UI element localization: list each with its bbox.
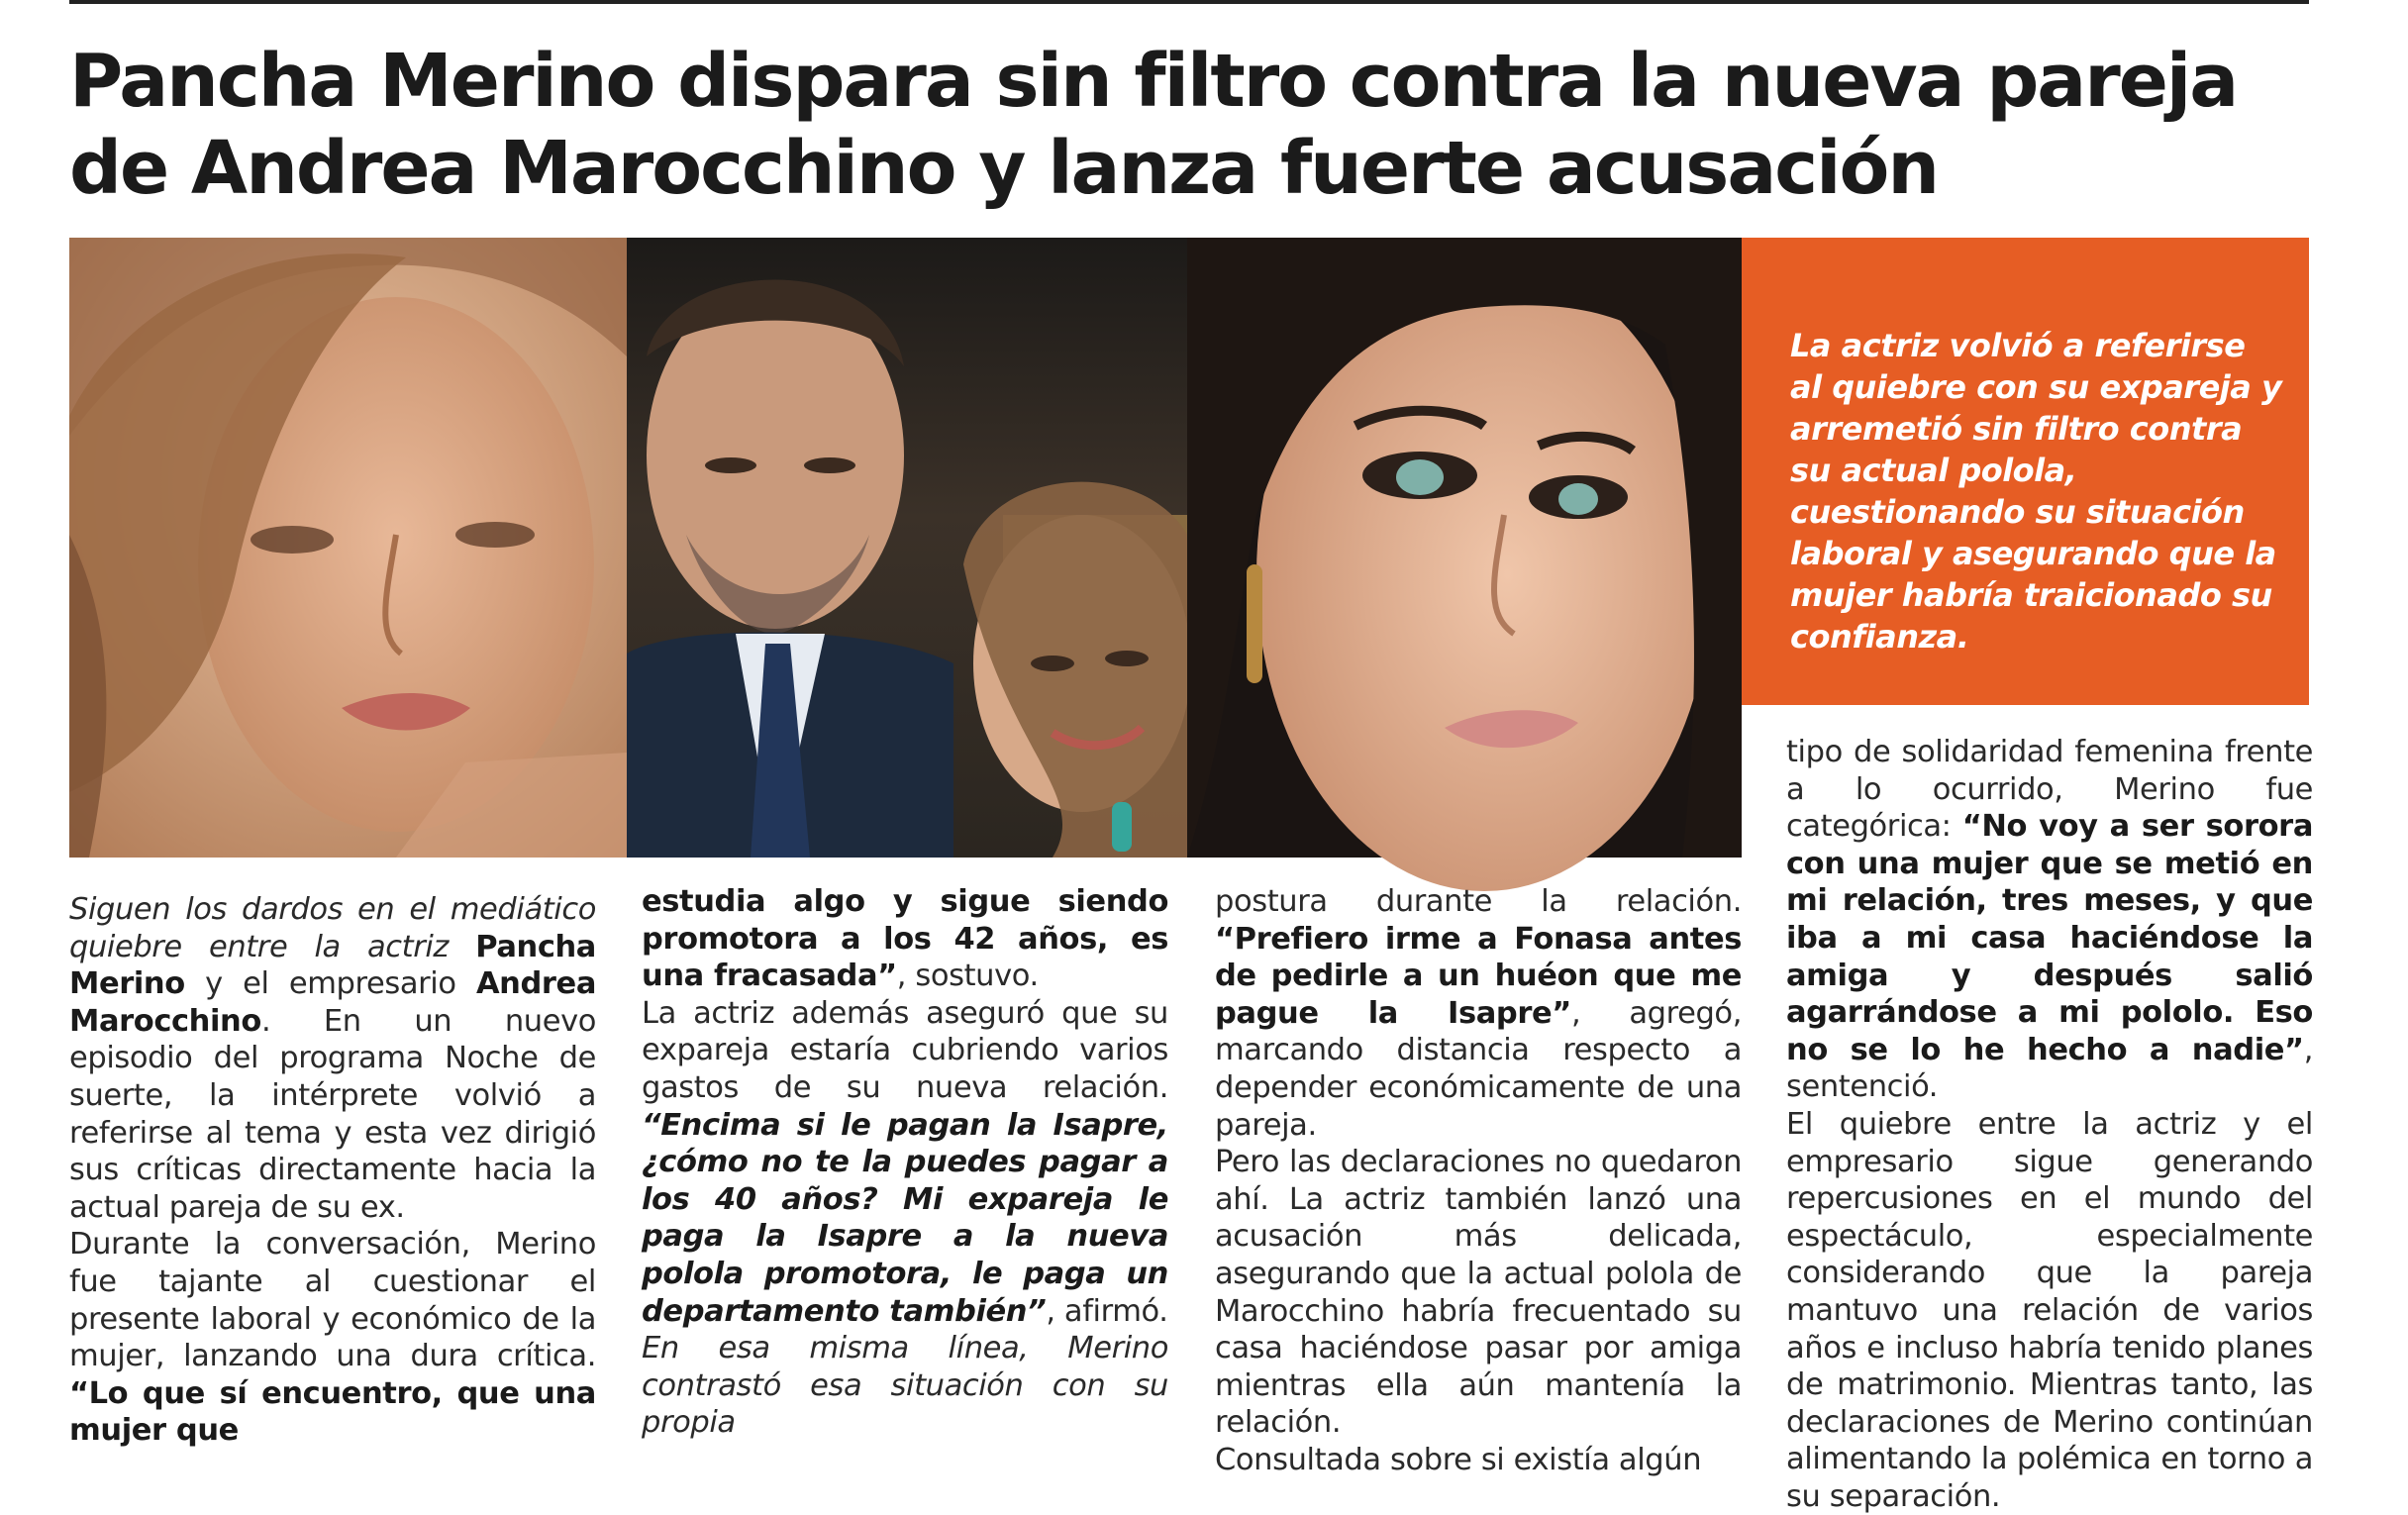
body-column-3 — [1215, 883, 1742, 1479]
paragraph — [1215, 883, 1742, 1144]
headline-line-1: Pancha Merino dispara sin filtro contra la nueva pareja — [69, 39, 2238, 124]
body-column-4 — [1786, 734, 2313, 1515]
text-run: postura durante la relación. — [1215, 884, 1742, 919]
quote-highlight: “Encima si le pagan la Isapre, ¿cómo no te la puedes pagar a los 40 años? Mi expareja le paga la Isapre a la nueva polola promotora, le paga un departamento también” — [642, 1107, 1168, 1329]
photo-couple-portrait — [627, 238, 1187, 858]
quote-highlight: estudia algo y sigue siendo promotora a los 42 años, es una fracasada” — [642, 884, 1168, 994]
paragraph — [1786, 1106, 2313, 1515]
text-run: , agregó, marcando distancia respecto a depender económicamente de una pareja. — [1215, 995, 1742, 1143]
text-run: , sentenció. — [1786, 1032, 2313, 1105]
body-column-2 — [642, 883, 1168, 1442]
text-run: El quiebre entre la actriz y el empresario sigue generando repercusiones en el mundo del espectáculo, especialmente considerando que la pareja mantuvo una relación de varios años e incluso habría tenido planes de matrimonio. Mientras tanto, las declaraciones de Merino continúan alimentando la polémica en torno a su separación. — [1786, 1106, 2313, 1514]
paragraph — [69, 1226, 596, 1450]
text-run: , afirmó. — [1046, 1293, 1168, 1329]
text-run: , sostuvo. — [896, 959, 1039, 994]
photo-woman-closeup — [1187, 238, 1742, 858]
paragraph — [642, 995, 1168, 1330]
headline — [69, 38, 2347, 212]
quote-highlight: “Lo que sí encuentro, que una mujer que — [69, 1375, 596, 1449]
pull-quote-box — [1742, 238, 2309, 705]
photo-woman-portrait — [69, 238, 627, 858]
woman-closeup-portrait-icon — [1187, 238, 1742, 858]
quote-highlight: “No voy a ser sorora con una mujer que se metió en mi relación, tres meses, y que iba a mi casa haciéndose la amiga y después salió agarrándose a mi pololo. Eso no se lo he hecho a nadie” — [1786, 809, 2313, 1067]
top-rule — [69, 0, 2309, 4]
paragraph — [1215, 1442, 1742, 1479]
name-highlight: Pancha Merino — [69, 929, 596, 1002]
paragraph — [69, 891, 596, 1226]
couple-portrait-icon — [627, 238, 1187, 858]
paragraph — [1786, 734, 2313, 1106]
woman-portrait-icon — [69, 238, 627, 858]
pull-quote-text: La actriz volvió a referirse al quiebre con su expareja y arremetió sin filtro contra su actual polola, cuestionando su situación laboral y asegurando que la mujer habría traicionado su confianza. — [1790, 327, 2282, 656]
name-highlight: Andrea Marocchino — [69, 966, 596, 1039]
text-run: tipo de solidaridad femenina frente a lo ocurrido, Merino fue categórica: — [1786, 735, 2313, 845]
text-run: Siguen los dardos en el mediático quiebre entre la actriz — [69, 892, 596, 964]
text-run: Pero las declaraciones no quedaron ahí. La actriz también lanzó una acusación más delicada, asegurando que la actual polola de Marocchino habría frecuentado su casa haciéndose pasar por amiga mientras ella aún mantenía la relación. — [1215, 1145, 1742, 1441]
text-run: La actriz además aseguró que su expareja estaría cubriendo varios gastos de su nueva relación. — [642, 995, 1168, 1105]
text-run: Durante la conversación, Merino fue tajante al cuestionar el presente laboral y económico de la mujer, lanzando una dura crítica. — [69, 1227, 596, 1374]
quote-highlight: “Prefiero irme a Fonasa antes de pedirle a un huéon que me pague la Isapre” — [1215, 921, 1742, 1031]
body-column-1 — [69, 891, 596, 1450]
paragraph — [642, 1330, 1168, 1442]
paragraph — [1215, 1144, 1742, 1442]
paragraph — [642, 883, 1168, 995]
headline-line-2: de Andrea Marocchino y lanza fuerte acusación — [69, 126, 1939, 211]
text-run: Consultada sobre si existía algún — [1215, 1442, 1702, 1477]
text-run: . En un nuevo episodio del programa Noche de suerte, la intérprete volvió a referirse al tema y esta vez dirigió sus críticas directamente hacia la actual pareja de su ex. — [69, 1003, 596, 1225]
text-run: En esa misma línea, Merino contrastó esa situación con su propia — [642, 1331, 1168, 1441]
text-run: y el empresario — [184, 966, 476, 1002]
